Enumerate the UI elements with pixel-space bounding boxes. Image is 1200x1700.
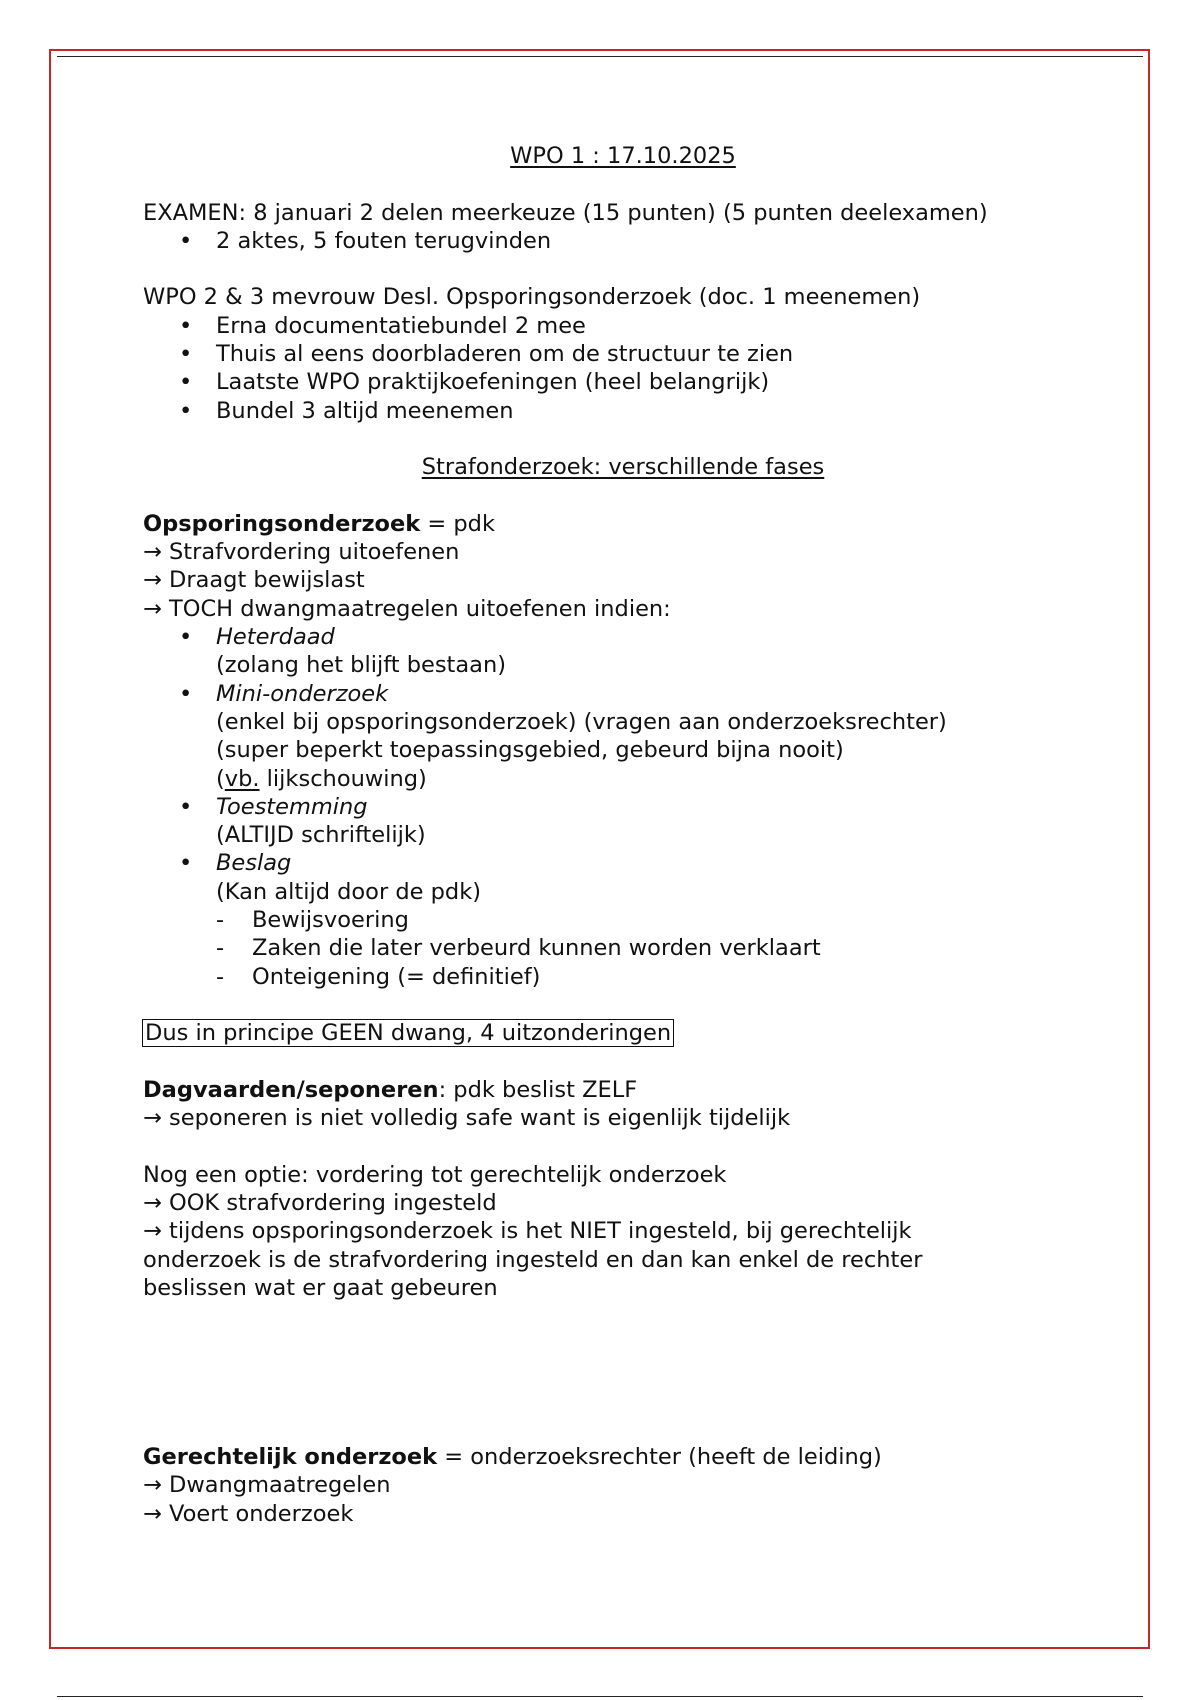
arrow-icon: → <box>143 567 162 594</box>
arrow-icon: → <box>143 1218 162 1245</box>
arrow-icon: → <box>143 1189 162 1216</box>
arrow-point: → seponeren is niet volledig safe want is eigenlijk tijdelijk <box>143 1105 791 1132</box>
exam-line: EXAMEN: 8 januari 2 delen meerkeuze (15 punten) (5 punten deelexamen) <box>143 199 988 226</box>
dagvaarden-term: Dagvaarden/seponeren <box>143 1076 439 1103</box>
gerechtelijk-definition: Gerechtelijk onderzoek = onderzoeksrechter (heeft de leiding) <box>143 1444 882 1471</box>
exception-item: • Heterdaad <box>143 623 1103 651</box>
exception-note: (ALTIJD schriftelijk) <box>216 822 426 849</box>
boxed-note: Dus in principe GEEN dwang, 4 uitzonderingen <box>143 1019 1103 1047</box>
dagvaarden-definition: Dagvaarden/seponeren: pdk beslist ZELF <box>143 1076 638 1103</box>
exception-item: • Mini-onderzoek <box>143 680 1103 708</box>
arrow-point: → Strafvordering uitoefenen <box>143 539 460 566</box>
exception-note: (Kan altijd door de pdk) <box>216 878 482 905</box>
wpo23-line: WPO 2 & 3 mevrouw Desl. Opsporingsonderzoek (doc. 1 meenemen) <box>143 284 921 311</box>
exception-note: (zolang het blijft bestaan) <box>216 652 506 679</box>
arrow-point: → Voert onderzoek <box>143 1500 354 1527</box>
wpo23-bullet: • Laatste WPO praktijkoefeningen (heel belangrijk) <box>143 368 1103 396</box>
arrow-point: → Dwangmaatregelen <box>143 1472 391 1499</box>
continuation-line: beslissen wat er gaat gebeuren <box>143 1274 498 1301</box>
top-rule <box>57 56 1143 57</box>
wpo23-bullet: • Erna documentatiebundel 2 mee <box>143 312 1103 340</box>
exception-note: (vb. lijkschouwing) <box>216 765 427 792</box>
dash-item: - Onteigening (= definitief) <box>143 963 1103 991</box>
document-body <box>143 142 1103 1528</box>
section-heading: Strafonderzoek: verschillende fases <box>421 454 825 481</box>
continuation-line: onderzoek is de strafvordering ingesteld en dan kan enkel de rechter <box>143 1246 923 1273</box>
arrow-point: → OOK strafvordering ingesteld <box>143 1189 497 1216</box>
wpo23-bullet: • Thuis al eens doorbladeren om de structuur te zien <box>143 340 1103 368</box>
page-title: WPO 1 : 17.10.2025 <box>510 143 736 169</box>
exam-bullet: • 2 aktes, 5 fouten terugvinden <box>143 227 1103 255</box>
arrow-icon: → <box>143 1500 162 1527</box>
optie-line: Nog een optie: vordering tot gerechtelijk onderzoek <box>143 1161 727 1188</box>
arrow-point: → tijdens opsporingsonderzoek is het NIET ingesteld, bij gerechtelijk <box>143 1218 912 1245</box>
exception-note: (super beperkt toepassingsgebied, gebeurd bijna nooit) <box>216 737 844 764</box>
exception-note: (enkel bij opsporingsonderzoek) (vragen aan onderzoeksrechter) <box>216 708 947 735</box>
dash-item: - Zaken die later verbeurd kunnen worden verklaart <box>143 934 1103 962</box>
arrow-point: → Draagt bewijslast <box>143 567 365 594</box>
arrow-icon: → <box>143 1105 162 1132</box>
opsporing-term: Opsporingsonderzoek <box>143 510 421 537</box>
arrow-point: → TOCH dwangmaatregelen uitoefenen indien: <box>143 595 671 622</box>
exception-item: • Toestemming <box>143 793 1103 821</box>
arrow-icon: → <box>143 539 162 566</box>
gerechtelijk-term: Gerechtelijk onderzoek <box>143 1444 438 1471</box>
exception-item: • Beslag <box>143 849 1103 877</box>
bottom-rule <box>57 1696 1143 1697</box>
dash-item: - Bewijsvoering <box>143 906 1103 934</box>
arrow-icon: → <box>143 1472 162 1499</box>
arrow-icon: → <box>143 595 162 622</box>
wpo23-bullet: • Bundel 3 altijd meenemen <box>143 397 1103 425</box>
opsporing-definition: Opsporingsonderzoek = pdk <box>143 510 495 537</box>
